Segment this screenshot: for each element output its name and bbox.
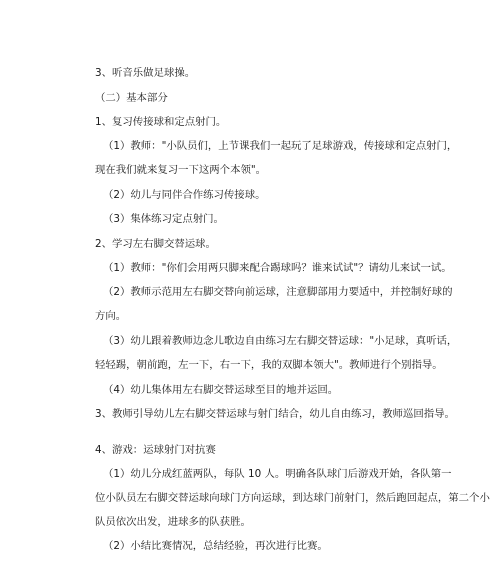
text-line: 3、听音乐做足球操。 [95,67,196,79]
text-line: 4、游戏：运球射门对抗赛 [95,444,216,456]
text-line: 3、教师引导幼儿左右脚交替运球与射门结合，幼儿自由练习，教师巡回指导。 [95,408,455,420]
text-line: （3）集体练习定点射门。 [103,213,224,225]
text-line: （3）幼儿跟着教师边念儿歌边自由练习左右脚交替运球："小足球，真听话， [103,335,458,347]
text-line: 位小队员左右脚交替运球向球门方向运球，到达球门前射门，然后跑回起点，第二个小 [95,492,490,504]
section-heading: （二）基本部分 [95,92,168,104]
text-line: （2）小结比赛情况，总结经验，再次进行比赛。 [103,540,328,552]
text-line: （1）教师："你们会用两只脚来配合踢球吗？谁来试试"？请幼儿来试一试。 [103,262,452,274]
text-line: 2、学习左右脚交替运球。 [95,238,216,250]
text-line: （2）幼儿与同伴合作练习传接球。 [103,189,266,201]
text-line: 方向。 [95,310,127,322]
text-line: （2）教师示范用左右脚交替向前运球，注意脚部用力要适中，并控制好球的 [103,286,453,298]
text-line: 队员依次出发，进球多的队获胜。 [95,516,251,528]
text-line: （4）幼儿集体用左右脚交替运球至目的地并运回。 [103,384,339,396]
text-line: 1、复习传接球和定点射门。 [95,116,227,128]
text-line: 现在我们就来复习一下这两个本领"。 [95,164,267,176]
text-line: （1）幼儿分成红蓝两队，每队 10 人。明确各队球门后游戏开始，各队第一 [103,468,452,480]
text-line: 轻轻踢，朝前跑，左一下，右一下，我的双脚本领大"。教师进行个别指导。 [95,359,443,371]
text-line: （1）教师："小队员们，上节课我们一起玩了足球游戏，传接球和定点射门， [103,140,458,152]
